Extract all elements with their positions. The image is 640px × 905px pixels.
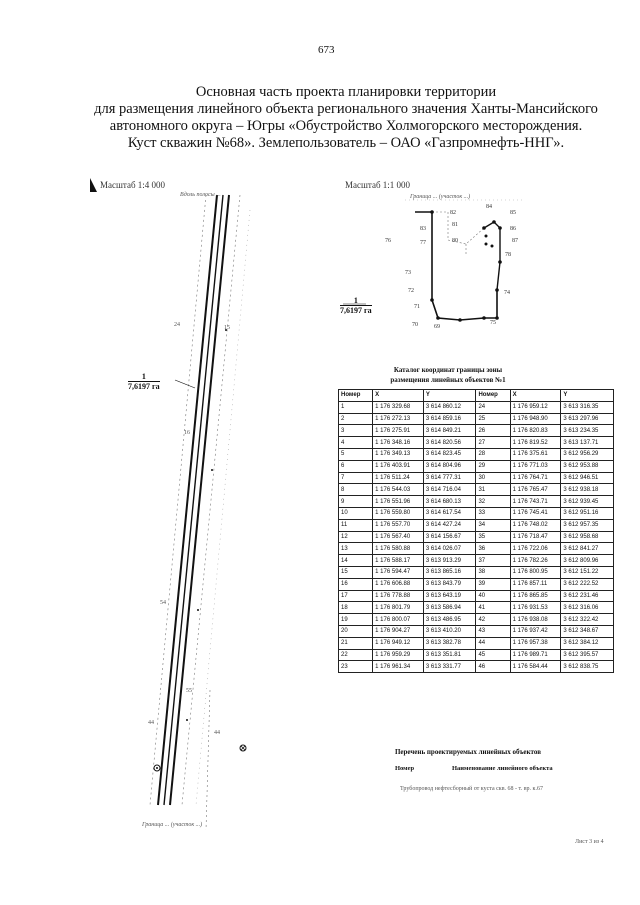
header-cell: Y <box>561 390 614 402</box>
left-area-value: 7,6197 га <box>128 382 160 391</box>
table-cell: 3 613 486.95 <box>423 614 476 626</box>
table-row <box>339 661 614 673</box>
table-header-row <box>339 390 614 402</box>
point-label: 71 <box>414 304 420 310</box>
table-row <box>339 531 614 543</box>
table-row <box>339 637 614 649</box>
table-cell: 46 <box>476 661 510 673</box>
table-cell: 18 <box>339 602 373 614</box>
table-row <box>339 496 614 508</box>
point-label: 75 <box>490 320 496 326</box>
table-cell: 20 <box>339 625 373 637</box>
point-label: 44 <box>148 720 154 726</box>
table-cell: 3 613 865.16 <box>423 566 476 578</box>
table-row <box>339 625 614 637</box>
table-cell: 3 614 617.54 <box>423 507 476 519</box>
table-cell: 1 176 989.71 <box>510 649 561 661</box>
table-cell: 3 613 297.96 <box>561 413 614 425</box>
object-list-row: Трубопровод нефтесборный от куста скв. 68 - т. вр. к.67 <box>400 786 543 792</box>
table-cell: 3 613 643.19 <box>423 590 476 602</box>
table-cell: 3 612 809.96 <box>561 555 614 567</box>
table-cell: 1 176 551.96 <box>373 496 424 508</box>
table-cell: 1 <box>339 401 373 413</box>
table-cell: 3 612 222.52 <box>561 578 614 590</box>
table-cell: 1 176 606.88 <box>373 578 424 590</box>
table-cell: 1 176 544.03 <box>373 484 424 496</box>
table-cell: 39 <box>476 578 510 590</box>
table-cell: 3 614 820.56 <box>423 437 476 449</box>
table-cell: 44 <box>476 637 510 649</box>
table-cell: 11 <box>339 519 373 531</box>
table-cell: 3 612 938.18 <box>561 484 614 496</box>
table-cell: 3 612 946.51 <box>561 472 614 484</box>
table-cell: 22 <box>339 649 373 661</box>
table-cell: 1 176 375.61 <box>510 448 561 460</box>
table-cell: 16 <box>339 578 373 590</box>
table-cell: 23 <box>339 661 373 673</box>
point-label: 54 <box>160 600 166 606</box>
table-cell: 6 <box>339 460 373 472</box>
table-cell: 3 612 958.68 <box>561 531 614 543</box>
header-cell: Номер <box>476 390 510 402</box>
point-label: 76 <box>385 238 391 244</box>
point-label: 78 <box>505 252 511 258</box>
table-cell: 36 <box>476 543 510 555</box>
point-label: 82 <box>450 210 456 216</box>
table-cell: 1 176 748.02 <box>510 519 561 531</box>
table-cell: 3 614 777.31 <box>423 472 476 484</box>
point-label: 15 <box>224 325 230 331</box>
table-cell: 1 176 557.70 <box>373 519 424 531</box>
page-number: 673 <box>318 44 335 56</box>
table-row <box>339 448 614 460</box>
table-cell: 41 <box>476 602 510 614</box>
table-cell: 27 <box>476 437 510 449</box>
table-cell: 3 612 231.46 <box>561 590 614 602</box>
table-cell: 3 612 957.35 <box>561 519 614 531</box>
table-cell: 3 614 680.13 <box>423 496 476 508</box>
table-cell: 3 613 586.94 <box>423 602 476 614</box>
header-cell: Номер <box>339 390 373 402</box>
table-cell: 1 176 559.80 <box>373 507 424 519</box>
point-label: 80 <box>452 238 458 244</box>
point-label: 73 <box>405 270 411 276</box>
table-cell: 14 <box>339 555 373 567</box>
table-cell: 1 176 348.16 <box>373 437 424 449</box>
table-cell: 10 <box>339 507 373 519</box>
table-cell: 3 612 348.67 <box>561 625 614 637</box>
table-cell: 3 614 804.96 <box>423 460 476 472</box>
header-cell: Y <box>423 390 476 402</box>
table-cell: 3 613 137.71 <box>561 437 614 449</box>
table-cell: 34 <box>476 519 510 531</box>
table-cell: 1 176 718.47 <box>510 531 561 543</box>
table-row <box>339 460 614 472</box>
object-list-title: Перечень проектируемых линейных объектов <box>394 748 541 756</box>
table-cell: 1 176 931.53 <box>510 602 561 614</box>
table-cell: 1 176 743.71 <box>510 496 561 508</box>
table-cell: 1 176 957.38 <box>510 637 561 649</box>
table-cell: 3 613 234.35 <box>561 425 614 437</box>
right-area-number: 1 <box>340 296 372 306</box>
table-cell: 1 176 764.71 <box>510 472 561 484</box>
table-row <box>339 519 614 531</box>
table-cell: 38 <box>476 566 510 578</box>
table-cell: 1 176 584.44 <box>510 661 561 673</box>
left-area-number: 1 <box>128 372 160 382</box>
table-row <box>339 437 614 449</box>
table-cell: 3 613 410.20 <box>423 625 476 637</box>
point-label: 83 <box>420 226 426 232</box>
title-line: Куст скважин №68». Землепользователь – ОАО «Газпромнефть-ННГ». <box>127 135 565 151</box>
point-label: 55 <box>186 688 192 694</box>
left-top-caption: Вдоль полосы ... <box>180 192 221 198</box>
table-cell: 42 <box>476 614 510 626</box>
right-area-label <box>340 296 372 315</box>
point-label: 44 <box>214 730 220 736</box>
sheet-number: Лист 3 из 4 <box>575 839 604 845</box>
table-cell: 1 176 771.03 <box>510 460 561 472</box>
title-line: автономного округа – Югры «Обустройство Холмогорского месторождения. <box>109 118 583 134</box>
table-cell: 3 612 395.57 <box>561 649 614 661</box>
table-cell: 1 176 722.06 <box>510 543 561 555</box>
title-line: Основная часть проекта планировки территории <box>195 84 497 100</box>
table-cell: 24 <box>476 401 510 413</box>
table-cell: 1 176 765.47 <box>510 484 561 496</box>
table-cell: 1 176 801.79 <box>373 602 424 614</box>
object-list-number-header: Номер <box>395 765 415 772</box>
table-cell: 19 <box>339 614 373 626</box>
table-row <box>339 413 614 425</box>
table-cell: 1 176 937.42 <box>510 625 561 637</box>
point-label: 81 <box>452 222 458 228</box>
table-row <box>339 566 614 578</box>
point-label: 74 <box>504 290 510 296</box>
point-label: 85 <box>510 210 516 216</box>
table-cell: 3 613 331.77 <box>423 661 476 673</box>
table-cell: 32 <box>476 496 510 508</box>
table-row <box>339 507 614 519</box>
table-cell: 21 <box>339 637 373 649</box>
table-cell: 13 <box>339 543 373 555</box>
table-row <box>339 649 614 661</box>
table-cell: 3 612 939.45 <box>561 496 614 508</box>
table-cell: 1 176 778.88 <box>373 590 424 602</box>
table-cell: 2 <box>339 413 373 425</box>
table-row <box>339 484 614 496</box>
object-list-name-header: Наименование линейного объекта <box>452 765 553 772</box>
table-cell: 3 614 026.07 <box>423 543 476 555</box>
table-cell: 3 612 384.12 <box>561 637 614 649</box>
table-cell: 1 176 948.90 <box>510 413 561 425</box>
right-area-value: 7,6197 га <box>340 306 372 315</box>
right-top-caption: Граница ... (участок ...) <box>410 194 471 200</box>
table-cell: 3 612 951.16 <box>561 507 614 519</box>
table-row <box>339 578 614 590</box>
table-row <box>339 555 614 567</box>
table-row <box>339 425 614 437</box>
table-cell: 1 176 580.88 <box>373 543 424 555</box>
table-cell: 3 613 351.81 <box>423 649 476 661</box>
table-cell: 9 <box>339 496 373 508</box>
coordinates-table <box>338 389 614 673</box>
table-row <box>339 614 614 626</box>
table-cell: 1 176 820.83 <box>510 425 561 437</box>
table-cell: 29 <box>476 460 510 472</box>
table-cell: 1 176 959.12 <box>510 401 561 413</box>
point-label: 77 <box>420 240 426 246</box>
table-cell: 1 176 959.29 <box>373 649 424 661</box>
table-cell: 1 176 782.26 <box>510 555 561 567</box>
point-label: 72 <box>408 288 414 294</box>
table-cell: 1 176 275.91 <box>373 425 424 437</box>
table-cell: 3 614 427.24 <box>423 519 476 531</box>
table-cell: 1 176 588.17 <box>373 555 424 567</box>
table-cell: 1 176 403.91 <box>373 460 424 472</box>
point-label: 69 <box>434 324 440 330</box>
table-cell: 1 176 567.40 <box>373 531 424 543</box>
table-cell: 3 <box>339 425 373 437</box>
point-label: 87 <box>512 238 518 244</box>
point-label: 70 <box>412 322 418 328</box>
table-cell: 1 176 949.12 <box>373 637 424 649</box>
table-cell: 5 <box>339 448 373 460</box>
table-cell: 3 614 716.04 <box>423 484 476 496</box>
right-scale-label: Масштаб 1:1 000 <box>345 180 411 190</box>
table-cell: 7 <box>339 472 373 484</box>
table-cell: 31 <box>476 484 510 496</box>
table-cell: 12 <box>339 531 373 543</box>
table-row <box>339 543 614 555</box>
point-label: 84 <box>486 204 492 210</box>
table-row <box>339 602 614 614</box>
table-cell: 4 <box>339 437 373 449</box>
table-cell: 1 176 961.34 <box>373 661 424 673</box>
table-cell: 37 <box>476 555 510 567</box>
table-cell: 3 613 382.78 <box>423 637 476 649</box>
table-cell: 3 614 823.45 <box>423 448 476 460</box>
left-bottom-caption: Граница ... (участок ...) <box>142 822 203 828</box>
table-cell: 25 <box>476 413 510 425</box>
catalog-title: Каталог координат границы зоны размещения линейных объектов №1 <box>390 366 506 384</box>
point-label: 86 <box>510 226 516 232</box>
header-cell: X <box>510 390 561 402</box>
table-cell: 3 614 156.67 <box>423 531 476 543</box>
table-cell: 1 176 938.08 <box>510 614 561 626</box>
table-cell: 26 <box>476 425 510 437</box>
table-cell: 3 613 913.29 <box>423 555 476 567</box>
table-cell: 1 176 745.41 <box>510 507 561 519</box>
point-label: 16 <box>184 430 190 436</box>
table-cell: 3 614 849.21 <box>423 425 476 437</box>
table-row <box>339 401 614 413</box>
table-cell: 3 612 322.42 <box>561 614 614 626</box>
left-scale-label: Масштаб 1:4 000 <box>100 180 166 190</box>
table-cell: 8 <box>339 484 373 496</box>
table-cell: 3 612 956.29 <box>561 448 614 460</box>
table-cell: 1 176 511.24 <box>373 472 424 484</box>
table-row <box>339 590 614 602</box>
table-cell: 30 <box>476 472 510 484</box>
table-cell: 3 612 953.88 <box>561 460 614 472</box>
table-cell: 3 612 838.75 <box>561 661 614 673</box>
table-cell: 1 176 857.11 <box>510 578 561 590</box>
table-cell: 1 176 594.47 <box>373 566 424 578</box>
table-cell: 3 612 841.27 <box>561 543 614 555</box>
table-cell: 3 612 151.22 <box>561 566 614 578</box>
table-cell: 17 <box>339 590 373 602</box>
table-cell: 40 <box>476 590 510 602</box>
table-cell: 1 176 329.68 <box>373 401 424 413</box>
table-cell: 35 <box>476 531 510 543</box>
table-cell: 15 <box>339 566 373 578</box>
table-row <box>339 472 614 484</box>
table-cell: 28 <box>476 448 510 460</box>
table-cell: 3 614 860.12 <box>423 401 476 413</box>
header-cell: X <box>373 390 424 402</box>
table-cell: 3 614 859.16 <box>423 413 476 425</box>
table-cell: 1 176 904.27 <box>373 625 424 637</box>
table-cell: 1 176 800.95 <box>510 566 561 578</box>
table-cell: 1 176 272.13 <box>373 413 424 425</box>
table-cell: 3 613 316.35 <box>561 401 614 413</box>
table-cell: 43 <box>476 625 510 637</box>
table-cell: 3 612 316.06 <box>561 602 614 614</box>
table-cell: 1 176 819.52 <box>510 437 561 449</box>
table-cell: 1 176 800.07 <box>373 614 424 626</box>
table-cell: 3 613 843.79 <box>423 578 476 590</box>
table-cell: 1 176 865.85 <box>510 590 561 602</box>
table-cell: 33 <box>476 507 510 519</box>
table-cell: 45 <box>476 649 510 661</box>
title-line: для размещения линейного объекта регионального значения Ханты-Мансийского <box>94 101 598 117</box>
table-cell: 1 176 349.13 <box>373 448 424 460</box>
point-label: 24 <box>174 322 180 328</box>
